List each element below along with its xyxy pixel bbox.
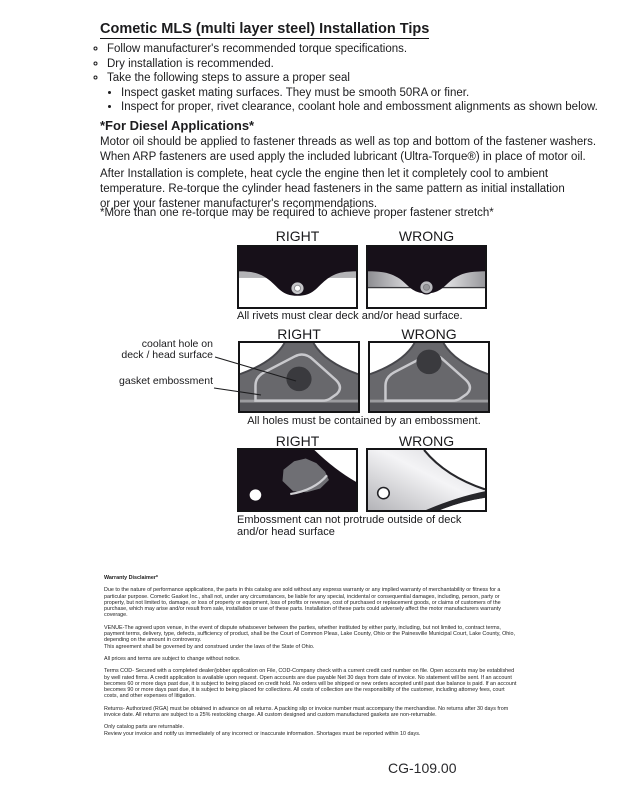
legal-paragraph: Terms COD- Secured with a completed dealer/jobber application on File, COD-Company check with a current credit card number on file. Open accounts may be established by well rated firms. A credit application is available upon request. Open accounts are due payable Net 30 days from date of invoice. No statement will be sent. If an account becomes 60 or more days past due, it is subject to being placed on credit hold. No orders will be shipped or new orders accepted until past due balance is paid. If an account becomes 90 or more days past due, it is subject to being placed for collections. All costs of collection are the responsibility of the customer, including attorney fees, court costs, and other expenses of litigation. (104, 668, 517, 700)
legal-paragraph: Review your invoice and notify us immediately of any incorrect or inaccurate information. Shortages must be reported within 10 days. (104, 730, 421, 737)
diagram-rivet-right-icon (237, 245, 358, 309)
tips-sublist (107, 86, 598, 115)
legal-paragraph: All prices and terms are subject to change without notice. (104, 655, 241, 662)
retorque-note: *More than one re-torque may be required to achieve proper fastener stretch* (100, 207, 494, 219)
diesel-paragraph-1: Motor oil should be applied to fastener threads as well as top and bottom of the fastener washers. When ARP fasteners are used apply the included lubricant (Ultra-Torque®) in place of motor oil. (100, 136, 597, 163)
page-number: CG-109.00 (388, 760, 457, 776)
legal-paragraph: Only catalog parts are returnable. (104, 724, 185, 731)
legal-paragraph: VENUE-The agreed upon venue, in the event of dispute whatsoever between the parties, whether instituted by either party, including, but not limited to, contract terms, payment terms, delivery, type, defects, sufficiency of product, shall be the Court of Common Pleas, Lake County, Ohio or the Painesville Municipal Court, Lake County, Ohio, depending on the amount in controversy. (104, 624, 515, 644)
diagram-embossment-right-icon (238, 341, 360, 413)
warranty-heading: Warranty Disclaimer* (104, 575, 159, 581)
right-label-row1: RIGHT (275, 228, 320, 244)
warranty-disclaimer-section (104, 575, 518, 743)
diagram-deck-right-icon (237, 448, 358, 512)
wrong-label-row2: WRONG (401, 326, 457, 342)
row3-caption: Embossment can not protrude outside of deck and/or head surface (237, 514, 462, 538)
diagram-rivet-wrong-icon (366, 245, 487, 309)
diagram-deck-wrong-icon (366, 448, 487, 512)
coolant-hole-callout: coolant hole on deck / head surface (121, 338, 213, 361)
tip-item: ◦ Take the following steps to assure a proper seal • Inspect gasket mating surfaces. They must be smooth 50RA or finer. • Inspect for proper, rivet clearance, coolant hole and embossment alignments as shown below. (107, 71, 598, 115)
tips-list (97, 42, 598, 115)
legal-paragraph: Returns- Authorized (RGA) must be obtained in advance on all returns. A packing slip or invoice number must accompany the merchandise. No returns after 30 days from invoice date. All returns are subject to a 25% restocking charge. All custom designed and custom manufactured gaskets are non-returnable. (104, 705, 509, 719)
diesel-paragraph-2: After Installation is complete, heat cycle the engine then let it completely cool to ambient temperature. Re-torque the cylinder head fasteners in the same pattern as initial installation or per your fastener manufacturer's recommendations. (100, 168, 565, 210)
legal-paragraph: Due to the nature of performance applications, the parts in this catalog are sold without any express warranty or any implied warranty of merchantability or fitness for a particular purpose. Cometic Gasket Inc., shall not, under any circumstances, be liable for any special, incidental or consequential damages, including, person, party or property, but not limited to, damage, or loss of property or equipment, loss of profits or revenue, cost of purchased or replacement goods, or claims of customers of the purchase, which may arise and/or result from sale, installation or use of these parts. Installation of these parts could adversely affect the motor manufacturers warranty coverage. (104, 587, 501, 619)
row1-caption: All rivets must clear deck and/or head surface. (237, 310, 463, 322)
wrong-label-row3: WRONG (398, 433, 455, 449)
wrong-label-row1: WRONG (398, 228, 455, 244)
diesel-heading: *For Diesel Applications* (100, 118, 255, 133)
diagram-embossment-wrong-icon (368, 341, 490, 413)
page-title: Cometic MLS (multi layer steel) Installation Tips (100, 21, 430, 37)
tip-subitem: • Inspect gasket mating surfaces. They must be smooth 50RA or finer. (121, 86, 598, 101)
right-label-row2: RIGHT (277, 326, 321, 342)
row2-caption: All holes must be contained by an embossment. (247, 415, 481, 427)
right-label-row3: RIGHT (275, 433, 320, 449)
tip-item: ◦ Dry installation is recommended. (107, 57, 598, 72)
legal-paragraph: This agreement shall be governed by and construed under the laws of the State of Ohio. (104, 643, 315, 650)
tip-item: ◦ Follow manufacturer's recommended torque specifications. (107, 42, 598, 57)
tip-subitem: • Inspect for proper, rivet clearance, coolant hole and embossment alignments as shown below. (121, 100, 598, 115)
gasket-embossment-callout: gasket embossment (119, 375, 213, 387)
